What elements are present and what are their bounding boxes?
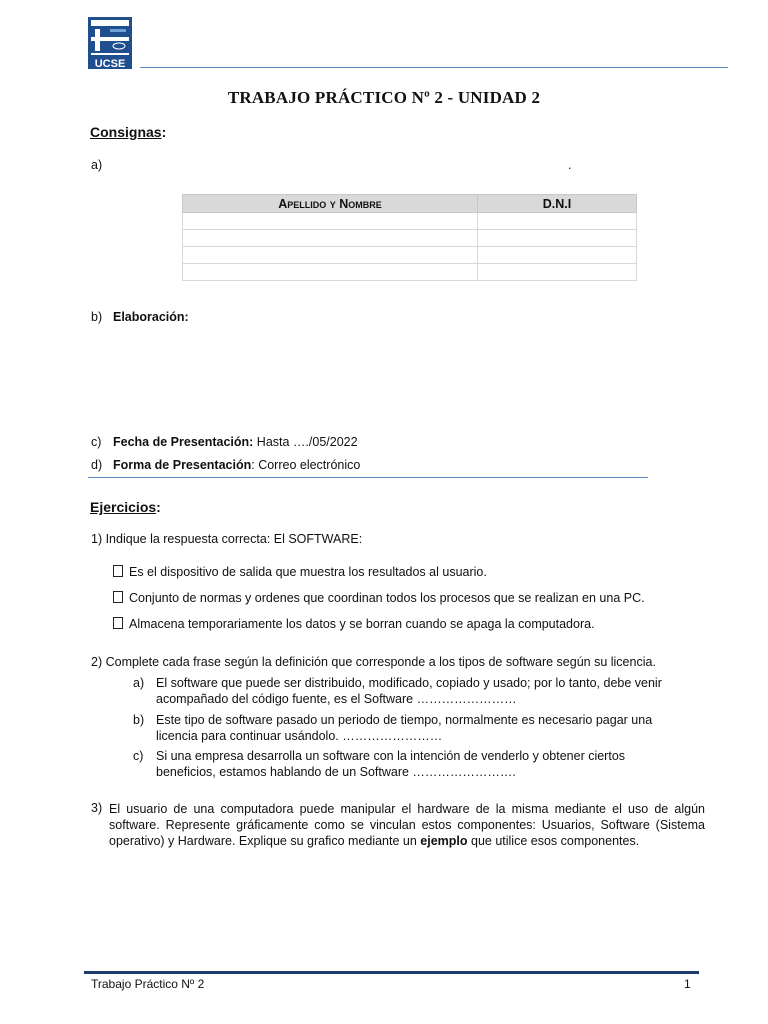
q2-item-b-line1: Este tipo de software pasado un periodo de tiempo, normalmente es necesario pagar una (156, 713, 653, 727)
item-b (91, 310, 189, 324)
consignas-heading-text: Consignas (90, 124, 162, 140)
col-header-dni: D.N.I (478, 195, 637, 213)
item-c-title: Fecha de Presentación: (113, 435, 254, 449)
item-b-label: b) (91, 310, 103, 324)
question-1: 1) Indique la respuesta correcta: El SOFTWARE: (91, 532, 363, 546)
item-c-value: Hasta …./05/2022 (253, 435, 358, 449)
item-d-value: : Correo electrónico (251, 458, 361, 472)
q1-option-1-text: Es el dispositivo de salida que muestra los resultados al usuario. (129, 565, 487, 579)
footer-title: Trabajo Práctico Nº 2 (91, 977, 205, 991)
checkbox[interactable] (113, 617, 123, 629)
table-row (183, 213, 637, 230)
q2-item-a-label: a) (133, 676, 145, 690)
item-c (91, 435, 358, 449)
item-b-title: Elaboración: (113, 310, 189, 324)
section-rule (88, 477, 648, 478)
footer-rule (84, 971, 699, 974)
item-c-label: c) (91, 435, 102, 449)
table-row (183, 230, 637, 247)
table-cell[interactable] (183, 230, 478, 247)
item-d (91, 458, 360, 472)
table-cell[interactable] (478, 264, 637, 281)
q3-text-before: El usuario de una computadora puede manipular el hardware de la misma mediante el uso de algún software. Represente gráficamente como se vinculan estos componentes: Usuarios, Software (Sistema operativo) y Hardware. Explique su grafico mediante un (109, 802, 705, 848)
ejercicios-heading-text: Ejercicios (90, 499, 157, 515)
q2-item-a-line1: El software que puede ser distribuido, modificado, copiado y usado; por lo tanto, debe venir (156, 676, 662, 690)
ejercicios-heading-colon: : (156, 499, 161, 515)
item-a-dot: . (568, 158, 572, 172)
page-title: TRABAJO PRÁCTICO Nº 2 - UNIDAD 2 (227, 88, 541, 107)
table-cell[interactable] (183, 247, 478, 264)
q3-label: 3) (91, 801, 103, 815)
q2-item-a-line2: acompañado del código fuente, es el Software …………………… (156, 692, 517, 706)
item-d-title: Forma de Presentación (113, 458, 252, 472)
ejercicios-heading (90, 499, 161, 515)
table-row (183, 247, 637, 264)
table-cell[interactable] (183, 264, 478, 281)
checkbox[interactable] (113, 591, 123, 603)
header-rule (140, 67, 728, 68)
q1-option-3 (113, 617, 595, 631)
question-3 (109, 801, 705, 849)
q1-option-2 (113, 591, 645, 605)
table-cell[interactable] (478, 213, 637, 230)
q1-option-2-text: Conjunto de normas y ordenes que coordinan todos los procesos que se realizan en una PC. (129, 591, 645, 605)
q2-item-b-label: b) (133, 713, 145, 727)
page-number: 1 (684, 977, 691, 991)
q2-item-c-line2: beneficios, estamos hablando de un Software ……………………. (156, 765, 516, 779)
q3-text-after: que utilice esos componentes. (467, 834, 640, 848)
table-cell[interactable] (183, 213, 478, 230)
item-a-label: a) (91, 158, 103, 172)
checkbox[interactable] (113, 565, 123, 577)
ucse-logo (88, 17, 132, 69)
q2-item-b-line2: licencia para continuar usándolo. …………………… (156, 729, 443, 743)
logo-text: UCSE (94, 58, 126, 69)
table-cell[interactable] (478, 230, 637, 247)
table-row (183, 264, 637, 281)
question-2: 2) Complete cada frase según la definición que corresponde a los tipos de software según su licencia. (91, 655, 656, 669)
q3-bold: ejemplo (420, 834, 468, 848)
students-table (182, 194, 637, 281)
q1-option-1 (113, 565, 487, 579)
consignas-heading-colon: : (161, 124, 167, 140)
q2-item-c-line1: Si una empresa desarrolla un software con la intención de venderlo y obtener ciertos (156, 749, 626, 763)
table-cell[interactable] (478, 247, 637, 264)
item-d-label: d) (91, 458, 103, 472)
q1-option-3-text: Almacena temporariamente los datos y se borran cuando se apaga la computadora. (129, 617, 595, 631)
q2-item-c-label: c) (133, 749, 144, 763)
col-header-name: Apellido y Nombre (183, 195, 478, 213)
consignas-heading (90, 124, 166, 140)
